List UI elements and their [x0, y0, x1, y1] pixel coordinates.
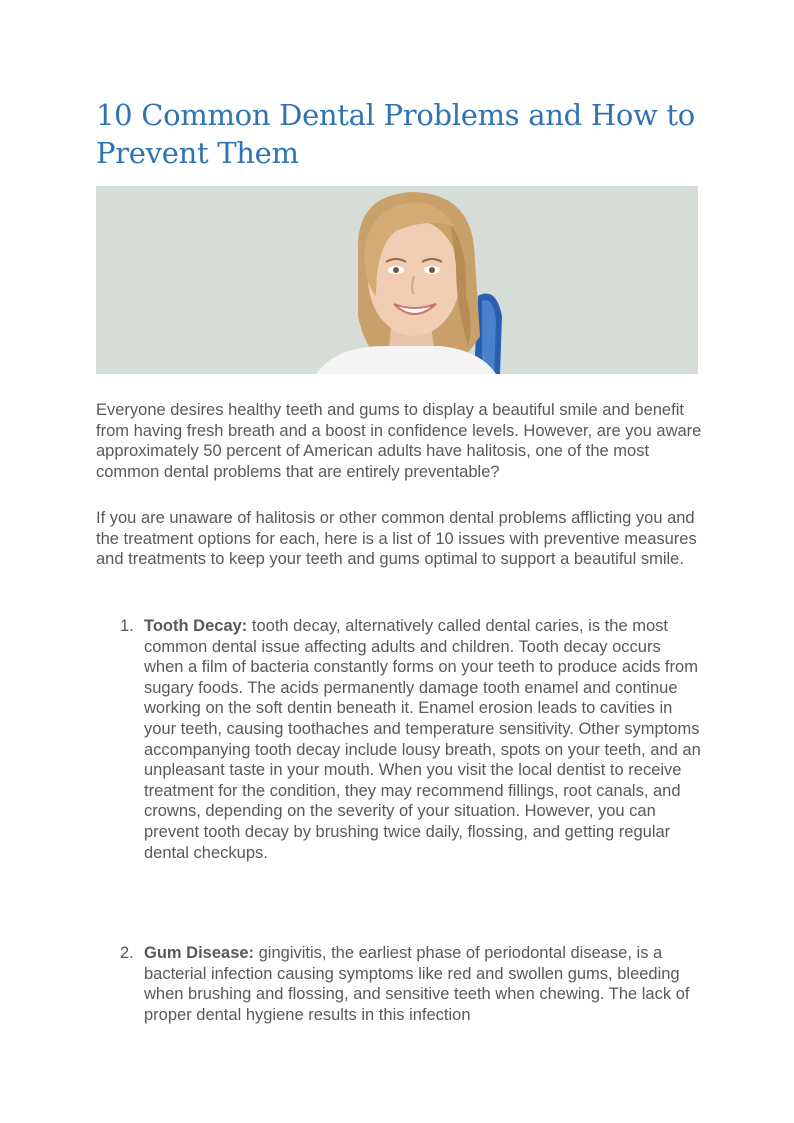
list-item-number: 2. [120, 944, 134, 962]
list-item-body [144, 616, 702, 863]
list-item-body [144, 943, 702, 1025]
list-item-heading: Gum Disease: [144, 944, 255, 962]
article-title: 10 Common Dental Problems and How to Prevent Them [96, 98, 695, 170]
list-item-number: 1. [120, 617, 134, 635]
intro-paragraph-2: If you are unaware of halitosis or other common dental problems afflicting you and the treatment options for each, here is a list of 10 issues with preventive measures and treatments to keep your teeth and gums optimal to support a beautiful smile. [96, 509, 697, 569]
hero-illustration [96, 186, 698, 374]
list-item-heading: Tooth Decay: [144, 617, 248, 635]
list-item-text: gingivitis, the earliest phase of periodontal disease, is a bacterial infection causing symptoms like red and swollen gums, bleeding when brushing and flossing, and sensitive teeth when chewing. The lack of proper dental hygiene results in this infection [144, 944, 690, 1024]
intro-paragraph-1: Everyone desires healthy teeth and gums to display a beautiful smile and benefit from having fresh breath and a boost in confidence levels. However, are you aware approximately 50 percent of American adults have halitosis, one of the most common dental problems that are entirely preventable? [96, 401, 702, 481]
hero-image-smiling-woman [96, 186, 698, 374]
list-item-text: tooth decay, alternatively called dental caries, is the most common dental issue affecting adults and children. Tooth decay occurs when a film of bacteria constantly forms on your teeth to produce acids from sugary foods. The acids permanently damage tooth enamel and continue working on the soft dentin beneath it. Enamel erosion leads to cavities in your teeth, causing toothaches and temperature sensitivity. Other symptoms accompanying tooth decay include lousy breath, spots on your teeth, and an unpleasant taste in your mouth. When you visit the local dentist to receive treatment for the condition, they may recommend fillings, root canals, and crowns, depending on the severity of your situation. However, you can prevent tooth decay by brushing twice daily, flossing, and getting regular dental checkups. [144, 617, 701, 862]
